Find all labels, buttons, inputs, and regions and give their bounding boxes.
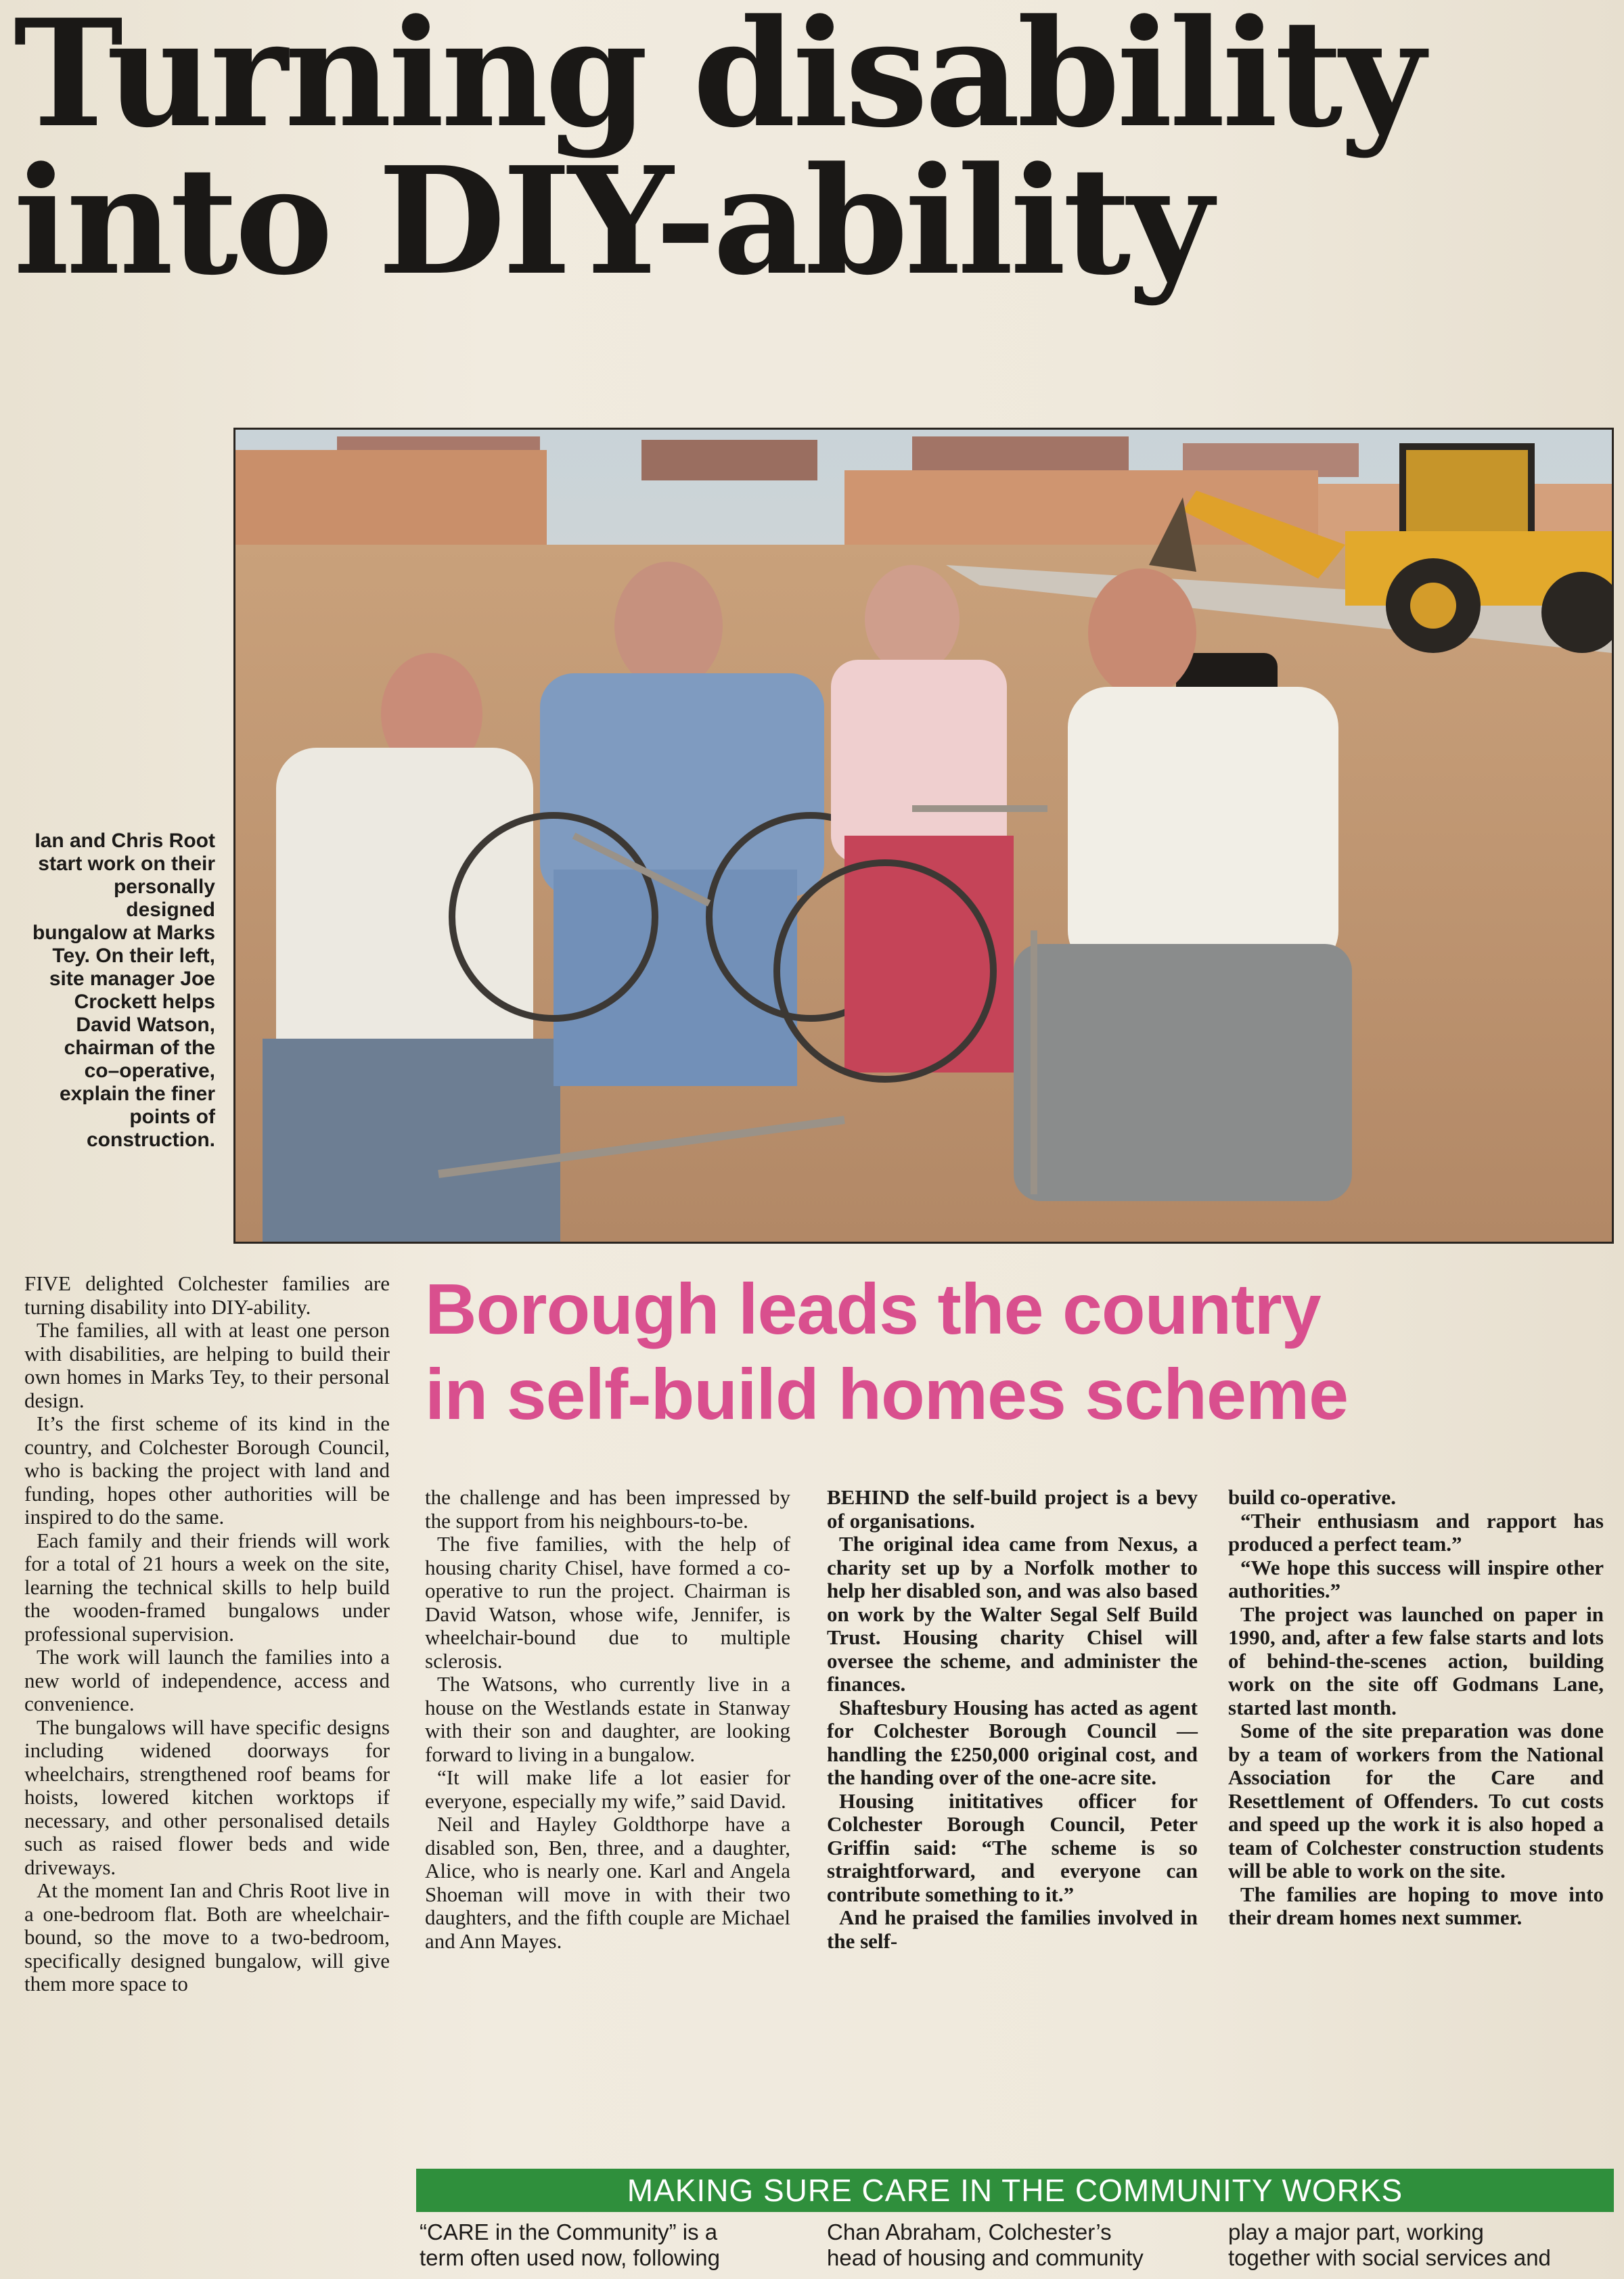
paragraph: The families, all with at least one person with disabilities, are helping to build their own homes in Marks Tey, to their personal design.	[24, 1318, 390, 1412]
paragraph: “We hope this success will inspire other authorities.”	[1228, 1555, 1604, 1602]
paragraph: The work will launch the families into a new world of independence, access and convenience.	[24, 1645, 390, 1715]
headline-line-2: into DIY-ability	[14, 135, 1210, 308]
bottom-article-column-2	[827, 2219, 1206, 2271]
section-banner: MAKING SURE CARE IN THE COMMUNITY WORKS	[416, 2169, 1614, 2212]
bottom-article-column-1	[420, 2219, 798, 2271]
paragraph: The Watsons, who currently live in a house on the Westlands estate in Stanway with their son and daughter, are looking forward to living in a bungalow.	[425, 1672, 790, 1766]
paragraph: And he praised the families involved in the self-	[827, 1905, 1198, 1953]
headline	[14, 0, 1610, 308]
paragraph: The original idea came from Nexus, a charity set up by a Norfolk mother to help her disabled son, and was also based on work by the Walter Segal Self Build Trust. Housing charity Chisel will oversee the scheme, and administer the finances.	[827, 1532, 1198, 1696]
paragraph: FIVE delighted Colchester families are turning disability into DIY-ability.	[24, 1271, 390, 1319]
photo-caption: Ian and Chris Root start work on their personally designed bungalow at Marks Tey. On their left, site manager Joe Crockett helps David Watson, chairman of the co–operative, explain the finer points of construction.	[32, 830, 215, 1151]
bottom-article-column-3	[1228, 2219, 1607, 2271]
paragraph: The project was launched on paper in 1990, and, after a few false starts and lots of behind-the-scenes action, building work on the site off Godmans Lane, started last month.	[1228, 1602, 1604, 1719]
text-line: together with social services and	[1228, 2245, 1551, 2270]
paragraph: BEHIND the self-build project is a bevy of organisations.	[827, 1485, 1198, 1533]
paragraph: Neil and Hayley Goldthorpe have a disabled son, Ben, three, and a daughter, Alice, who is nearly one. Karl and Angela Shoeman will move in with their two daughters, and the fifth couple are Michael and Ann Mayes.	[425, 1812, 790, 1953]
subheadline-line-2: in self-build homes scheme	[425, 1355, 1349, 1435]
article-column-1	[24, 1272, 390, 1996]
paragraph: The bungalows will have specific designs including widened doorways for wheelchairs, strengthened roof beams for hoists, lowered kitchen worktops if necessary, and other personalised details such as raised flower beds and wide driveways.	[24, 1715, 390, 1879]
text-line: play a major part, working	[1228, 2219, 1484, 2244]
paragraph: The families are hoping to move into their dream homes next summer.	[1228, 1882, 1604, 1929]
subheadline-line-1: Borough leads the country	[425, 1269, 1321, 1349]
article-column-2	[425, 1486, 790, 1953]
text-line: term often used now, following	[420, 2245, 720, 2270]
paragraph: “Their enthusiasm and rapport has produced a perfect team.”	[1228, 1508, 1604, 1556]
article-column-3	[827, 1486, 1198, 1953]
article-column-4	[1228, 1486, 1604, 1930]
text-line: head of housing and community	[827, 2245, 1144, 2270]
paragraph: build co-operative.	[1228, 1485, 1396, 1509]
paragraph: the challenge and has been impressed by the support from his neighbours-to-be.	[425, 1485, 790, 1533]
paragraph: The five families, with the help of housing charity Chisel, have formed a co-operative to run the project. Chairman is David Watson, whose wife, Jennifer, is wheelchair-bound due to multiple sclerosis.	[425, 1532, 790, 1673]
headline-line-1: Turning disability	[14, 0, 1422, 160]
subheadline	[425, 1267, 1609, 1437]
paragraph: It’s the first scheme of its kind in the country, and Colchester Borough Council, who is backing the project with land and funding, hopes other authorities will be inspired to do the same.	[24, 1412, 390, 1529]
paragraph: “It will make life a lot easier for everyone, especially my wife,” said David.	[425, 1765, 790, 1813]
paragraph: At the moment Ian and Chris Root live in a one-bedroom flat. Both are wheelchair-bound, so the move to a two-bedroom, specifically designed bungalow, will give them more space to	[24, 1878, 390, 1995]
text-line: “CARE in the Community” is a	[420, 2219, 718, 2244]
paragraph: Some of the site preparation was done by a team of workers from the National Association for the Care and Resettlement of Offenders. To cut costs and speed up the work it is also hoped a team of Colchester construction students will be able to work on the site.	[1228, 1719, 1604, 1882]
paragraph: Each family and their friends will work for a total of 21 hours a week on the site, learning the technical skills to help build the wooden-framed bungalows under professional supervision.	[24, 1528, 390, 1646]
paragraph: Shaftesbury Housing has acted as agent for Colchester Borough Council — handling the £250,000 original cost, and the handing over of the one-acre site.	[827, 1695, 1198, 1789]
construction-site-photo-icon	[235, 430, 1612, 1242]
photo	[233, 428, 1614, 1244]
paragraph: Housing inititatives officer for Colchester Borough Council, Peter Griffin said: “The scheme is so straightforward, and everyone can contribute something to it.”	[827, 1788, 1198, 1906]
text-line: Chan Abraham, Colchester’s	[827, 2219, 1112, 2244]
